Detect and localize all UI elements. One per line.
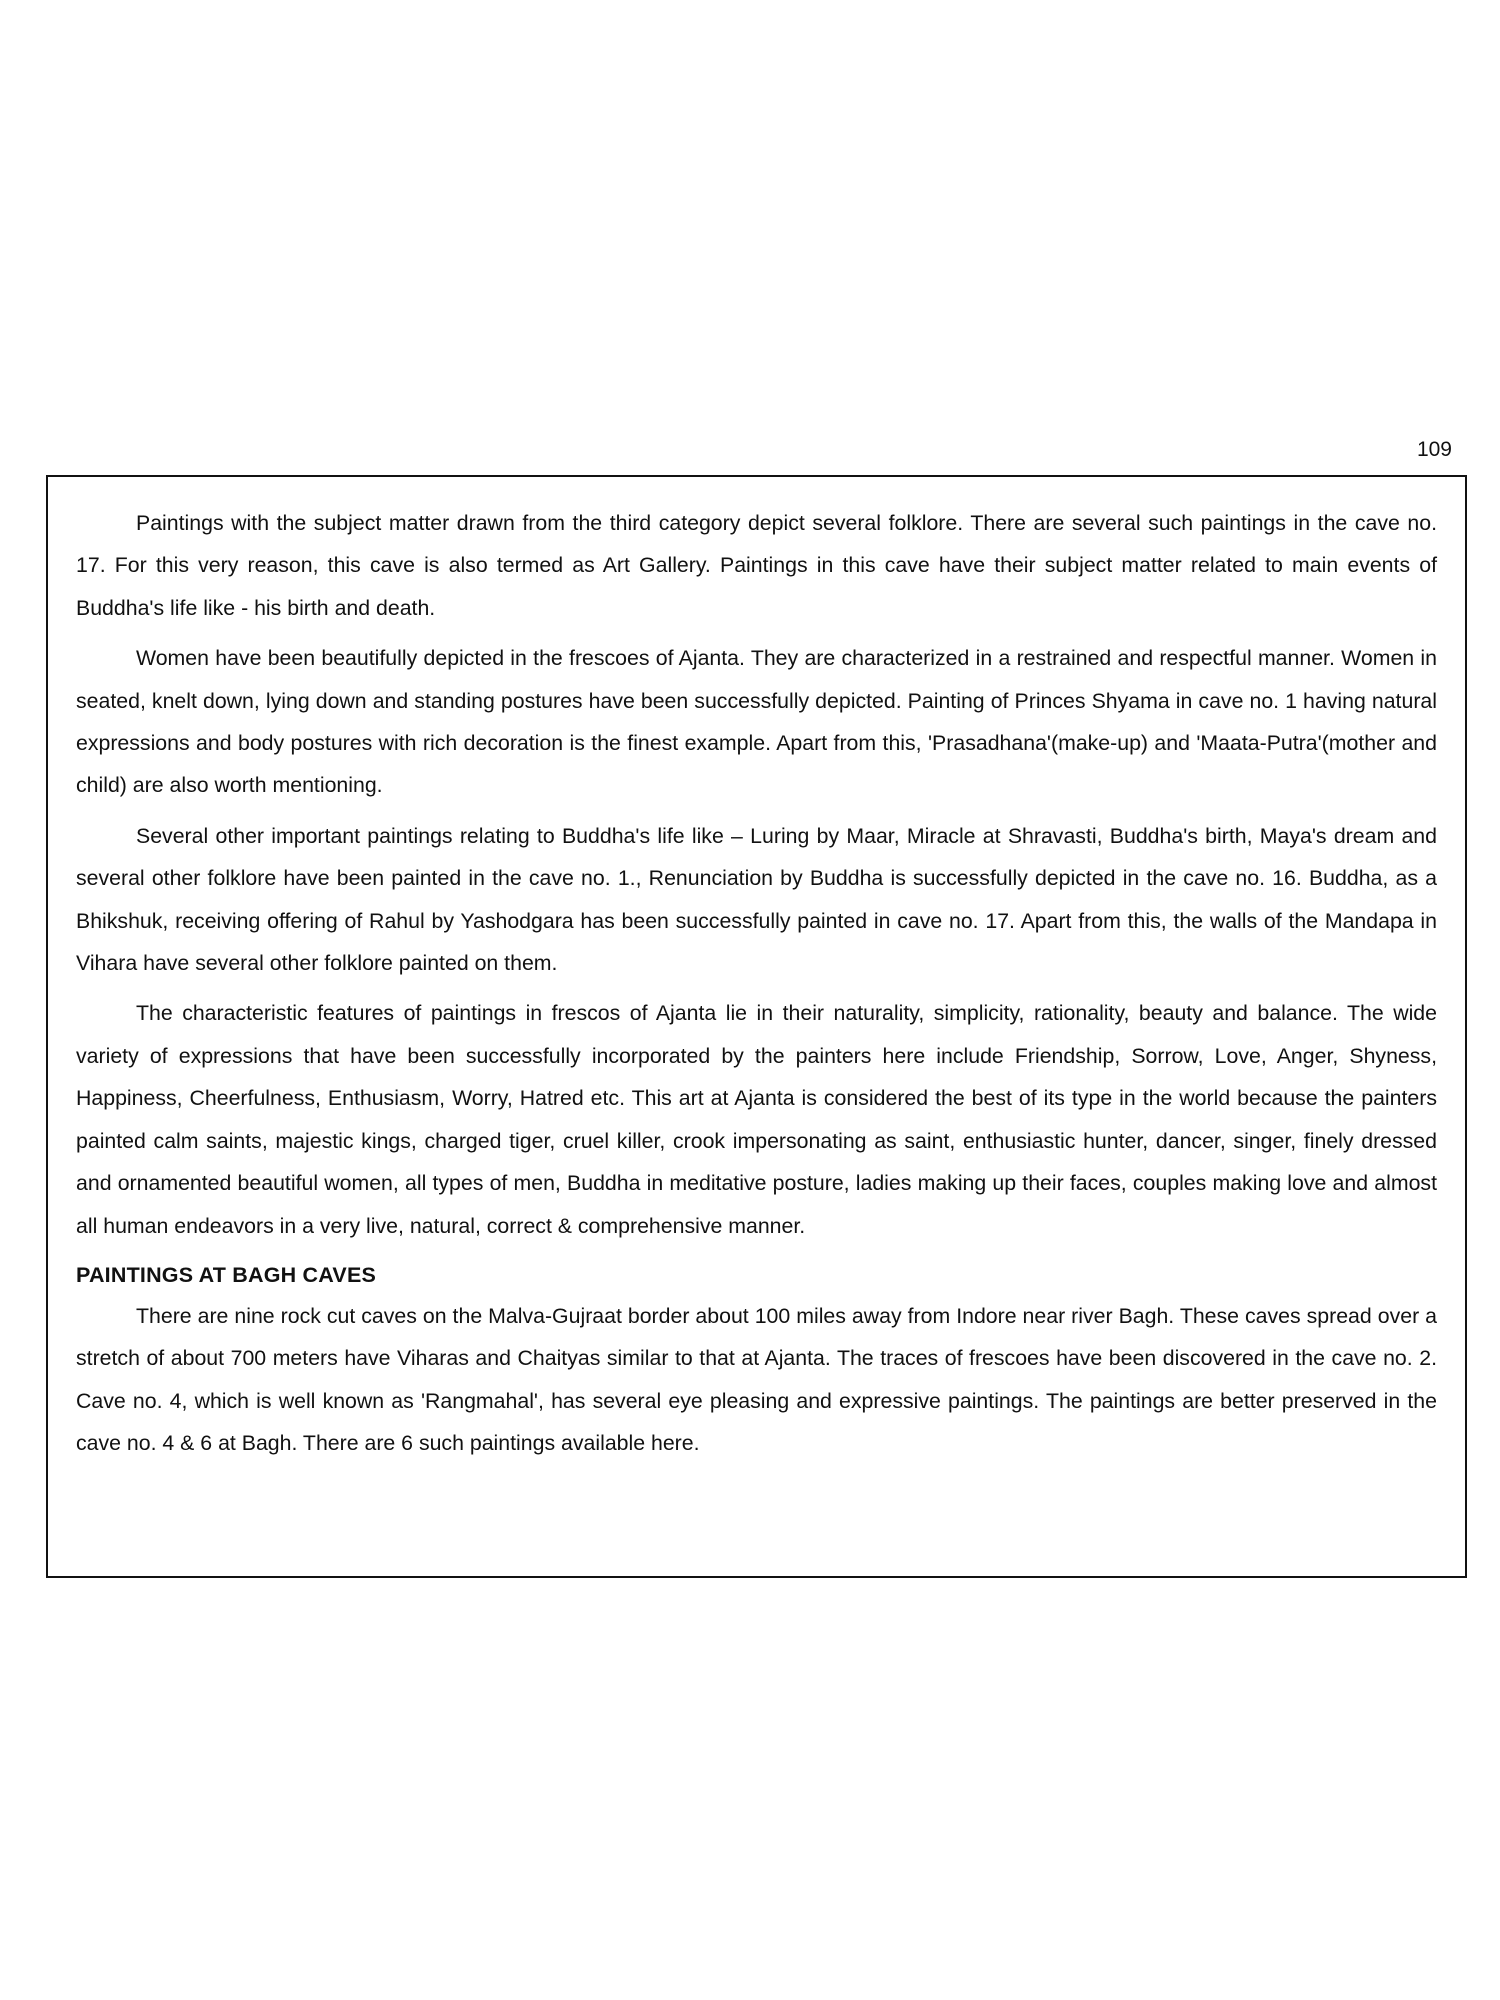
paragraph-buddha-life-paintings: Several other important paintings relating to Buddha's life like – Luring by Maar, Miracle at Shravasti, Buddha's birth, Maya's dream and several other folklore have been painted in the cave no. 1., Renunciation by Buddha is successfully depicted in the cave no. 16. Buddha, as a Bhikshuk, receiving offering of Rahul by Yashodgara has been successfully painted in cave no. 17. Apart from this, the walls of the Mandapa in Vihara have several other folklore painted on them.: [76, 823, 1437, 976]
content-box: [46, 475, 1467, 1578]
section-heading-bagh-caves: PAINTINGS AT BAGH CAVES: [76, 1262, 377, 1287]
paragraph-third-category-folklore: Paintings with the subject matter drawn from the third category depict several folklore. There are several such paintings in the cave no. 17. For this very reason, this cave is also termed as Art Gallery. Paintings in this cave have their subject matter related to main events of Buddha's life like - his birth and death.: [76, 511, 1437, 620]
paragraph-bagh-caves: There are nine rock cut caves on the Malva-Gujraat border about 100 miles away from Indore near river Bagh. These caves spread over a stretch of about 700 meters have Viharas and Chaityas similar to that at Ajanta. The traces of frescoes have been discovered in the cave no. 2. Cave no. 4, which is well known as 'Rangmahal', has several eye pleasing and expressive paintings. The paintings are better preserved in the cave no. 4 & 6 at Bagh. There are 6 such paintings available here.: [76, 1303, 1437, 1456]
page-number: 109: [1416, 438, 1452, 461]
paragraph-characteristic-features: The characteristic features of paintings in frescos of Ajanta lie in their naturality, simplicity, rationality, beauty and balance. The wide variety of expressions that have been successfully incorporated by the painters here include Friendship, Sorrow, Love, Anger, Shyness, Happiness, Cheerfulness, Enthusiasm, Worry, Hatred etc. This art at Ajanta is considered the best of its type in the world because the painters painted calm saints, majestic kings, charged tiger, cruel killer, crook impersonating as saint, enthusiastic hunter, dancer, singer, finely dressed and ornamented beautiful women, all types of men, Buddha in meditative posture, ladies making up their faces, couples making love and almost all human endeavors in a very live, natural, correct & comprehensive manner.: [76, 1001, 1437, 1238]
paragraph-women-depiction: Women have been beautifully depicted in the frescoes of Ajanta. They are characterized in a restrained and respectful manner. Women in seated, knelt down, lying down and standing postures have been successfully depicted. Painting of Princes Shyama in cave no. 1 having natural expressions and body postures with rich decoration is the finest example. Apart from this, 'Prasadhana'(make-up) and 'Maata-Putra'(mother and child) are also worth mentioning.: [76, 646, 1437, 798]
